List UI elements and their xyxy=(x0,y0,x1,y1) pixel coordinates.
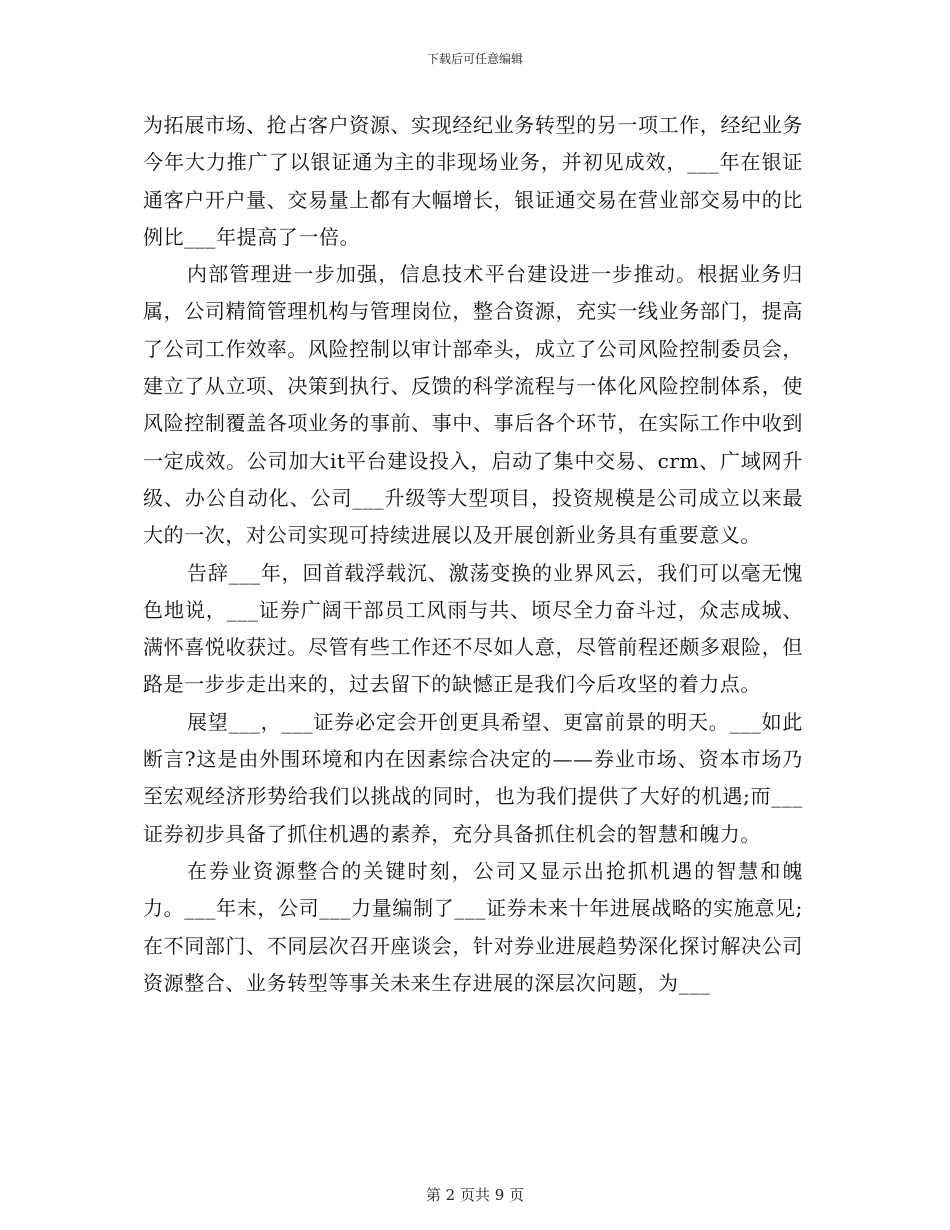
paragraph-2: 内部管理进一步加强，信息技术平台建设进一步推动。根据业务归属，公司精简管理机构与管理岗位，整合资源，充实一线业务部门，提高了公司工作效率。风险控制以审计部牵头，成立了公司风险控制委员会，建立了从立项、决策到执行、反馈的科学流程与一体化风险控制体系，使风险控制覆盖各项业务的事前、事中、事后各个环节，在实际工作中收到一定成效。公司加大it平台建设投入，启动了集中交易、crm、广域网升级、办公自动化、公司___升级等大型项目，投资规模是公司成立以来最大的一次，对公司实现可持续进展以及开展创新业务具有重要意义。 xyxy=(143,262,803,548)
paragraph-1: 为拓展市场、抢占客户资源、实现经纪业务转型的另一项工作，经纪业务今年大力推广了以银证通为主的非现场业务，并初见成效，___年在银证通客户开户量、交易量上都有大幅增长，银证通交易在营业部交易中的比例比___年提高了一倍。 xyxy=(143,113,803,249)
paragraph-4: 展望___，___证券必定会开创更具希望、更富前景的明天。___如此断言?这是由外围环境和内在因素综合决定的——券业市场、资本市场乃至宏观经济形势给我们以挑战的同时，也为我们提供了大好的机遇;而___证券初步具备了抓住机遇的素养，充分具备抓住机会的智慧和魄力。 xyxy=(143,709,803,846)
paragraph-3: 告辞___年，回首载浮载沉、激荡变换的业界风云，我们可以毫无愧色地说，___证券广阔干部员工风雨与共、顷尽全力奋斗过，众志成城、满怀喜悦收获过。尽管有些工作还不尽如人意，尽管前程还颇多艰险，但路是一步步走出来的，过去留下的缺憾正是我们今后攻坚的着力点。 xyxy=(143,560,803,697)
page-header: 下载后可任意编辑 xyxy=(426,52,523,66)
paragraph-5: 在券业资源整合的关键时刻，公司又显示出抢抓机遇的智慧和魄力。___年末，公司___力量编制了___证券未来十年进展战略的实施意见;在不同部门、不同层次召开座谈会，针对券业进展趋势深化探讨解决公司资源整合、业务转型等事关未来生存进展的深层次问题，为___ xyxy=(143,858,803,995)
document-body xyxy=(143,107,803,1002)
page-footer: 第 2 页共 9 页 xyxy=(425,1186,525,1204)
